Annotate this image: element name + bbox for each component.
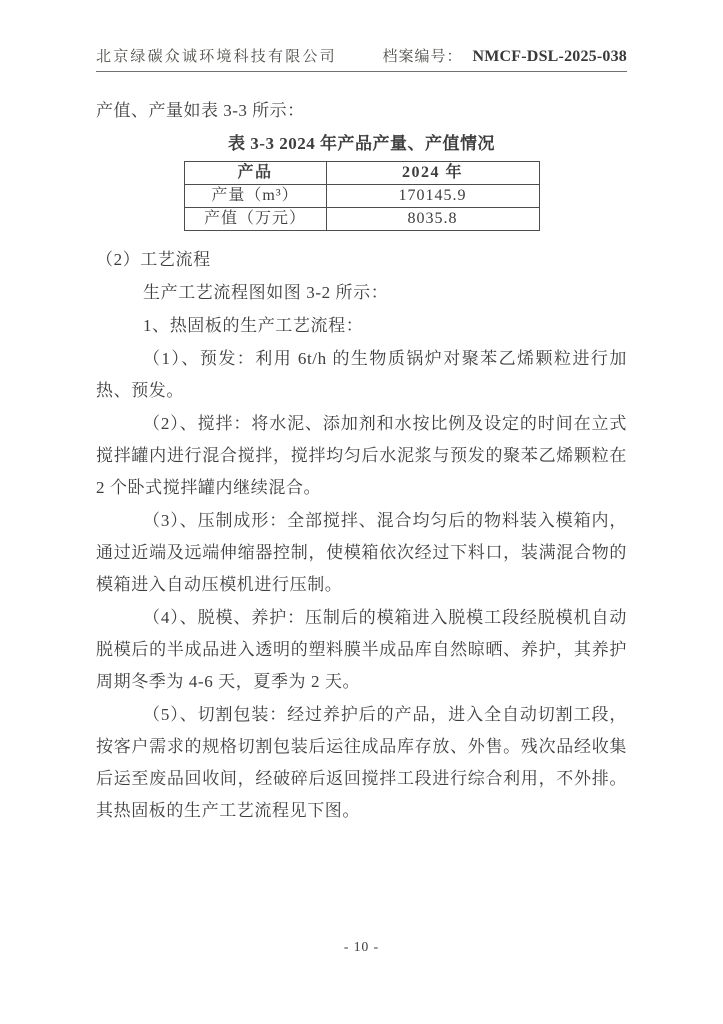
- archive-info: [382, 45, 627, 66]
- page-number: - 10 -: [343, 939, 380, 954]
- table-cell-output-value: 170145.9: [326, 185, 539, 208]
- paragraph-step-2-mixing: （2）、搅拌：将水泥、添加剂和水按比例及设定的时间在立式搅拌罐内进行混合搅拌，搅拌均匀后水泥浆与预发的聚苯乙烯颗粒在 2 个卧式搅拌罐内继续混合。: [96, 414, 627, 497]
- table-header-year: 2024 年: [326, 162, 539, 185]
- table-header-product: 产品: [184, 162, 326, 185]
- paragraph-block: [96, 244, 627, 827]
- production-table: [184, 161, 540, 231]
- paragraph-step-1-prefoaming: （1）、预发：利用 6t/h 的生物质锅炉对聚苯乙烯颗粒进行加热、预发。: [96, 349, 627, 400]
- intro-paragraph: 产值、产量如表 3-3 所示：: [96, 101, 305, 120]
- paragraph-board-process-title: 1、热固板的生产工艺流程：: [143, 316, 364, 335]
- page-header: [96, 45, 627, 72]
- paragraph-step-3-pressing: （3）、压制成形：全部搅拌、混合均匀后的物料装入模箱内，通过近端及远端伸缩器控制，使模箱依次经过下料口，装满混合物的模箱进入自动压模机进行压制。: [96, 511, 627, 594]
- paragraph-process-heading: （2）工艺流程: [96, 250, 211, 269]
- paragraph-flow-diagram-ref: 生产工艺流程图如图 3-2 所示：: [143, 283, 389, 302]
- company-name: 北京绿碳众诚环境科技有限公司: [96, 49, 337, 65]
- archive-number: NMCF-DSL-2025-038: [472, 48, 627, 65]
- table-cell-value-value: 8035.8: [326, 208, 539, 231]
- page-footer: [0, 939, 723, 955]
- table-cell-output-label: 产量（m³）: [184, 185, 326, 208]
- table-header-row: [184, 162, 539, 185]
- document-body: [96, 94, 627, 828]
- paragraph-step-5-cutting-packing: （5）、切割包装：经过养护后的产品，进入全自动切割工段，按客户需求的规格切割包装后运往成品库存放、外售。残次品经收集后运至废品回收间，经破碎后返回搅拌工段进行综合利用，不外排。其热固板的生产工艺流程见下图。: [96, 705, 627, 820]
- table-row: [184, 208, 539, 231]
- archive-label: 档案编号：: [382, 49, 463, 65]
- paragraph-step-4-demolding-curing: （4）、脱模、养护：压制后的模箱进入脱模工段经脱模机自动脱模后的半成品进入透明的塑料膜半成品库自然晾晒、养护，其养护周期冬季为 4-6 天，夏季为 2 天。: [96, 608, 627, 691]
- table-row: [184, 185, 539, 208]
- table-caption: 表 3-3 2024 年产品产量、产值情况: [228, 134, 495, 153]
- table-cell-value-label: 产值（万元）: [184, 208, 326, 231]
